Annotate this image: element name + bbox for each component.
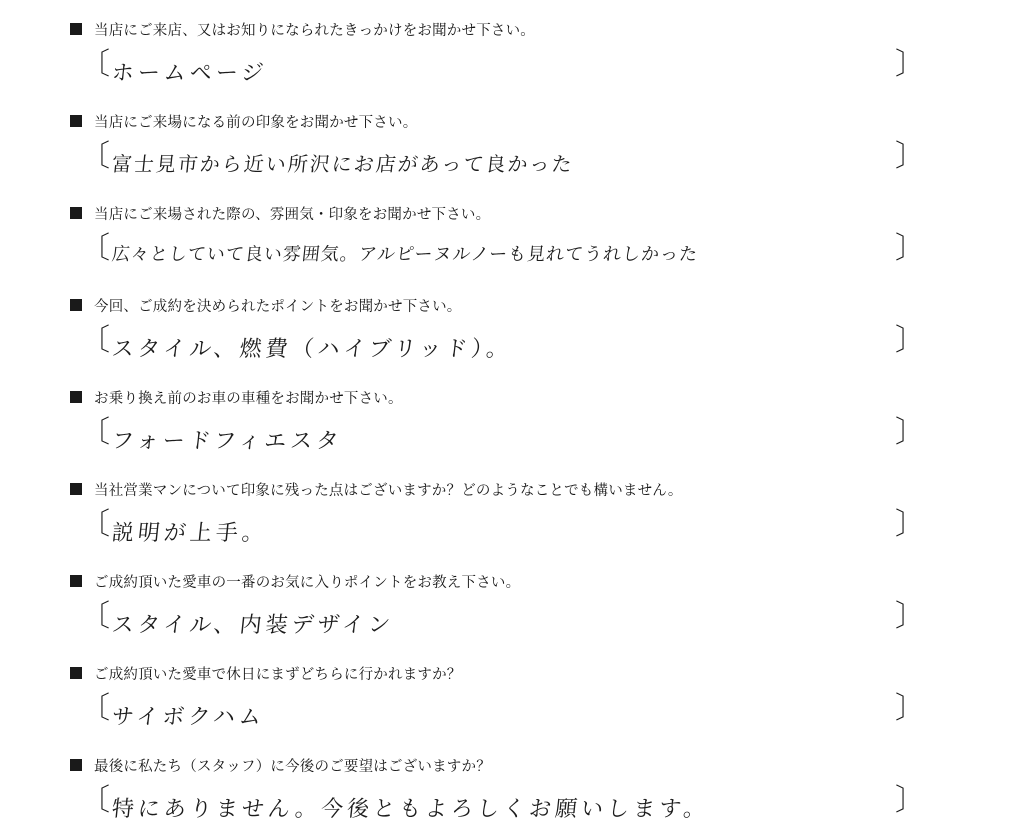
open-bracket: 〔	[80, 783, 110, 818]
handwritten-answer: 富士見市から近い所沢にお店があって良かった	[110, 152, 575, 176]
open-bracket: 〔	[80, 231, 110, 266]
answer-row-1	[0, 47, 1024, 92]
close-bracket: 〕	[895, 47, 925, 82]
answer-row-6	[0, 507, 1024, 552]
survey-item-3	[0, 192, 1024, 284]
square-bullet-icon	[70, 391, 82, 403]
handwritten-answer: フォードフィエスタ	[110, 429, 344, 454]
open-bracket: 〔	[80, 47, 110, 82]
question-4	[70, 294, 462, 316]
close-bracket: 〕	[895, 507, 925, 542]
open-bracket: 〔	[80, 691, 110, 726]
close-bracket: 〕	[895, 231, 925, 266]
open-bracket: 〔	[80, 599, 110, 634]
handwritten-answer: 広々としていて良い雰囲気。アルピーヌルノーも見れてうれしかった	[110, 244, 700, 265]
close-bracket: 〕	[895, 415, 925, 450]
answer-row-7	[0, 599, 1024, 644]
question-text: 当店にご来場された際の、雰囲気・印象をお聞かせ下さい。	[94, 206, 491, 223]
question-text: 当店にご来場になる前の印象をお聞かせ下さい。	[94, 114, 418, 131]
close-bracket: 〕	[895, 691, 925, 726]
open-bracket: 〔	[80, 323, 110, 358]
question-text: お乗り換え前のお車の車種をお聞かせ下さい。	[94, 390, 403, 407]
question-text: ご成約頂いた愛車の一番のお気に入りポイントをお教え下さい。	[94, 574, 521, 591]
question-5	[70, 386, 403, 408]
square-bullet-icon	[70, 483, 82, 495]
square-bullet-icon	[70, 575, 82, 587]
question-2	[70, 110, 417, 132]
survey-item-8	[0, 652, 1024, 744]
square-bullet-icon	[70, 667, 82, 679]
answer-row-3	[0, 231, 1024, 276]
open-bracket: 〔	[80, 415, 110, 450]
square-bullet-icon	[70, 207, 82, 219]
handwritten-answer: ホームページ	[110, 61, 269, 86]
survey-item-2	[0, 100, 1024, 192]
question-text: 当社営業マンについて印象に残った点はございますか？どのようなことでも構いません。	[94, 482, 683, 499]
question-8	[70, 662, 462, 684]
question-text: 当店にご来店、又はお知りになられたきっかけをお聞かせ下さい。	[94, 22, 535, 39]
question-7	[70, 570, 520, 592]
survey-item-5	[0, 376, 1024, 468]
survey-item-4	[0, 284, 1024, 376]
close-bracket: 〕	[895, 139, 925, 174]
square-bullet-icon	[70, 759, 82, 771]
question-text: ご成約頂いた愛車で休日にまずどちらに行かれますか？	[94, 666, 462, 683]
question-text: 最後に私たち（スタッフ）に今後のご要望はございますか？	[94, 758, 491, 775]
square-bullet-icon	[70, 115, 82, 127]
open-bracket: 〔	[80, 139, 110, 174]
answer-row-9	[0, 783, 1024, 828]
handwritten-answer: 説明が上手。	[110, 521, 270, 546]
question-text: 今回、ご成約を決められたポイントをお聞かせ下さい。	[94, 298, 462, 315]
handwritten-answer: スタイル、燃費（ハイブリッド）。	[110, 337, 514, 362]
question-1	[70, 18, 535, 40]
square-bullet-icon	[70, 299, 82, 311]
question-3	[70, 202, 490, 224]
survey-item-7	[0, 560, 1024, 652]
survey-item-9	[0, 744, 1024, 836]
answer-row-4	[0, 323, 1024, 368]
question-6	[70, 478, 683, 500]
question-9	[70, 754, 491, 776]
close-bracket: 〕	[895, 323, 925, 358]
survey-item-1	[0, 8, 1024, 100]
handwritten-answer: サイボクハム	[110, 705, 267, 730]
close-bracket: 〕	[895, 783, 925, 818]
answer-row-5	[0, 415, 1024, 460]
close-bracket: 〕	[895, 599, 925, 634]
open-bracket: 〔	[80, 507, 110, 542]
survey-item-6	[0, 468, 1024, 560]
answer-row-8	[0, 691, 1024, 736]
square-bullet-icon	[70, 23, 82, 35]
answer-row-2	[0, 139, 1024, 184]
handwritten-answer: 特にありません。今後ともよろしくお願いします。	[110, 797, 711, 822]
handwritten-answer: スタイル、内装デザイン	[110, 613, 396, 638]
